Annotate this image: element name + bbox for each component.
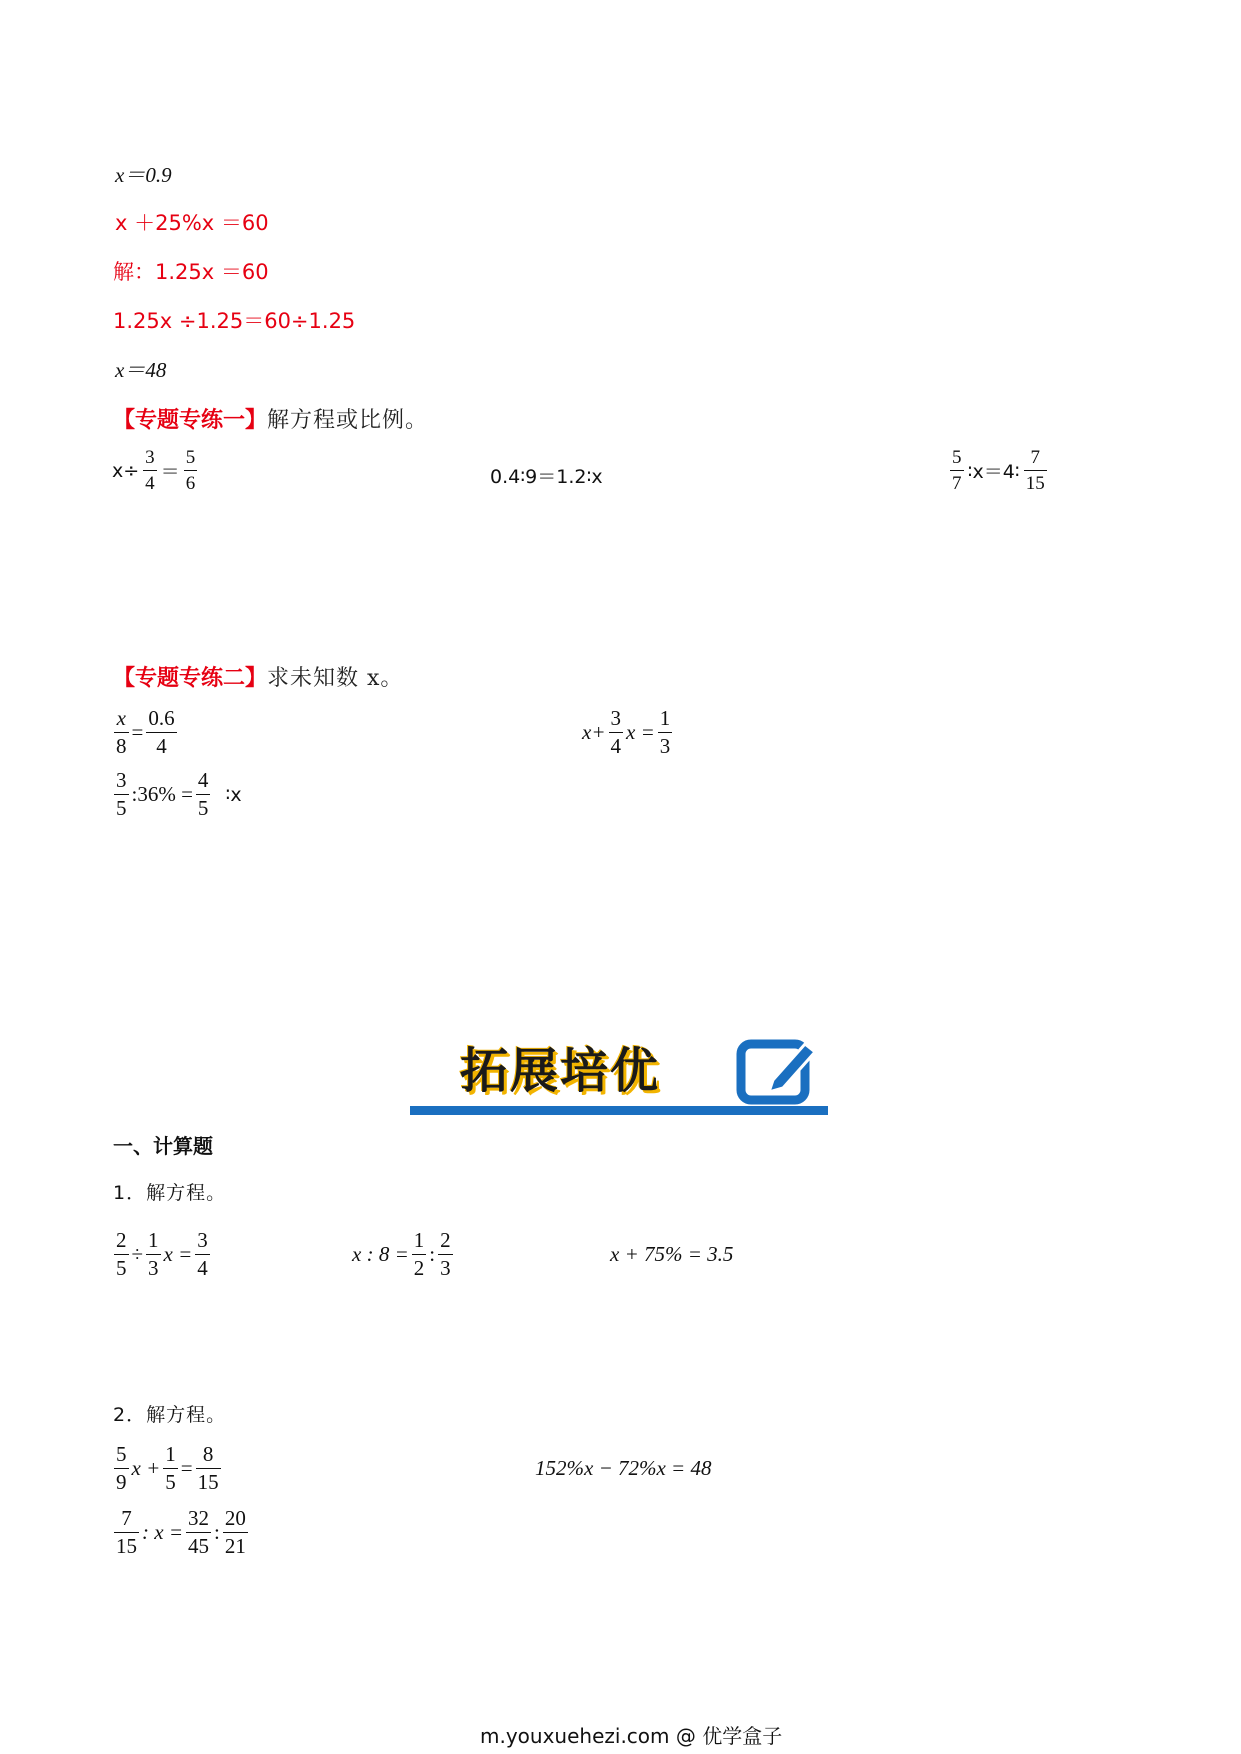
- practice-1-bracket: 【专题专练一】: [113, 407, 268, 433]
- fraction: $\frac{5}{9}$: [116, 1442, 127, 1494]
- section-heading: 一、计算题: [113, 1134, 213, 1158]
- fraction: $\frac{x}{8}$: [116, 706, 127, 758]
- question-2-title: 2．解方程。: [113, 1404, 227, 1426]
- fraction: $\frac{20}{21}$: [224, 1506, 246, 1558]
- question-2-eq-1: $\frac{5}{9}$ x + $\frac{1}{5}$ = $\frac{8}{15}$: [116, 1442, 219, 1494]
- question-1-title: 1．解方程。: [113, 1182, 227, 1204]
- fraction: $\frac{7}{15}$: [1025, 447, 1045, 494]
- practice-2-text: 求未知数 x。: [267, 666, 404, 691]
- practice-2-eq-1: $\frac{x}{8}$ = $\frac{0.6}{4}$: [116, 706, 175, 758]
- question-1-eq-1: $\frac{2}{5}$ ÷ $\frac{1}{3}$ x = $\frac{3}{4}$: [116, 1228, 208, 1280]
- solution-line-3: 解：1.25x ＝60: [113, 260, 269, 284]
- fraction: $\frac{3}{4}$: [145, 447, 155, 494]
- practice-1-text: 解方程或比例。: [267, 408, 429, 433]
- fraction: $\frac{32}{45}$: [188, 1506, 209, 1558]
- practice-2-eq-2: x+ $\frac{3}{4}$ x = $\frac{1}{3}$: [582, 706, 671, 758]
- fraction: $\frac{7}{15}$: [116, 1506, 137, 1558]
- practice-1-title: [113, 403, 428, 434]
- section-banner: [410, 1030, 830, 1120]
- fraction: $\frac{1}{3}$: [148, 1228, 159, 1280]
- fraction: $\frac{1}{5}$: [165, 1442, 176, 1494]
- fraction: $\frac{0.6}{4}$: [148, 706, 175, 758]
- solution-line-1: x＝0.9: [115, 163, 172, 187]
- fraction: $\frac{4}{5}$: [197, 768, 209, 820]
- practice-2-bracket: 【专题专练二】: [113, 665, 268, 691]
- fraction: $\frac{5}{6}$: [185, 447, 196, 494]
- footer-watermark: m.youxuehezi.com @ 优学盒子: [480, 1724, 783, 1748]
- fraction: $\frac{8}{15}$: [197, 1442, 219, 1494]
- fraction: $\frac{2}{3}$: [440, 1228, 451, 1280]
- practice-2-eq-3: $\frac{3}{5}$ :36% = $\frac{4}{5}$ ∶x: [116, 768, 242, 820]
- solution-line-4: 1.25x ÷1.25＝60÷1.25: [113, 309, 356, 333]
- fraction: $\frac{2}{5}$: [116, 1228, 127, 1280]
- fraction: $\frac{3}{5}$: [116, 768, 127, 820]
- banner-title: 拓展培优: [460, 1043, 661, 1099]
- question-1-eq-2: x : 8 = $\frac{1}{2}$ : $\frac{2}{3}$: [352, 1228, 451, 1280]
- fraction: $\frac{1}{2}$: [413, 1228, 425, 1280]
- solution-line-2: x ＋25%x ＝60: [115, 211, 269, 235]
- edit-icon: [735, 1034, 819, 1108]
- practice-1-eq-1: x÷ $\frac{3}{4}$ ＝ $\frac{5}{6}$: [112, 447, 196, 494]
- practice-1-eq-2: 0.4∶9＝1.2∶x: [490, 466, 603, 488]
- fraction: $\frac{3}{4}$: [197, 1228, 208, 1280]
- practice-1-eq-3: $\frac{5}{7}$ ∶x＝4∶ $\frac{7}{15}$: [952, 447, 1045, 494]
- question-1-eq-3: x + 75% = 3.5: [610, 1242, 734, 1266]
- fraction: $\frac{1}{3}$: [659, 706, 671, 758]
- fraction: $\frac{3}{4}$: [610, 706, 621, 758]
- solution-line-5: x＝48: [115, 358, 167, 382]
- fraction: $\frac{5}{7}$: [952, 447, 962, 494]
- practice-2-title: [113, 661, 403, 692]
- question-2-eq-3: $\frac{7}{15}$ : x = $\frac{32}{45}$ : $\frac{20}{21}$: [116, 1506, 246, 1558]
- question-2-eq-2: 152%x − 72%x = 48: [535, 1456, 712, 1480]
